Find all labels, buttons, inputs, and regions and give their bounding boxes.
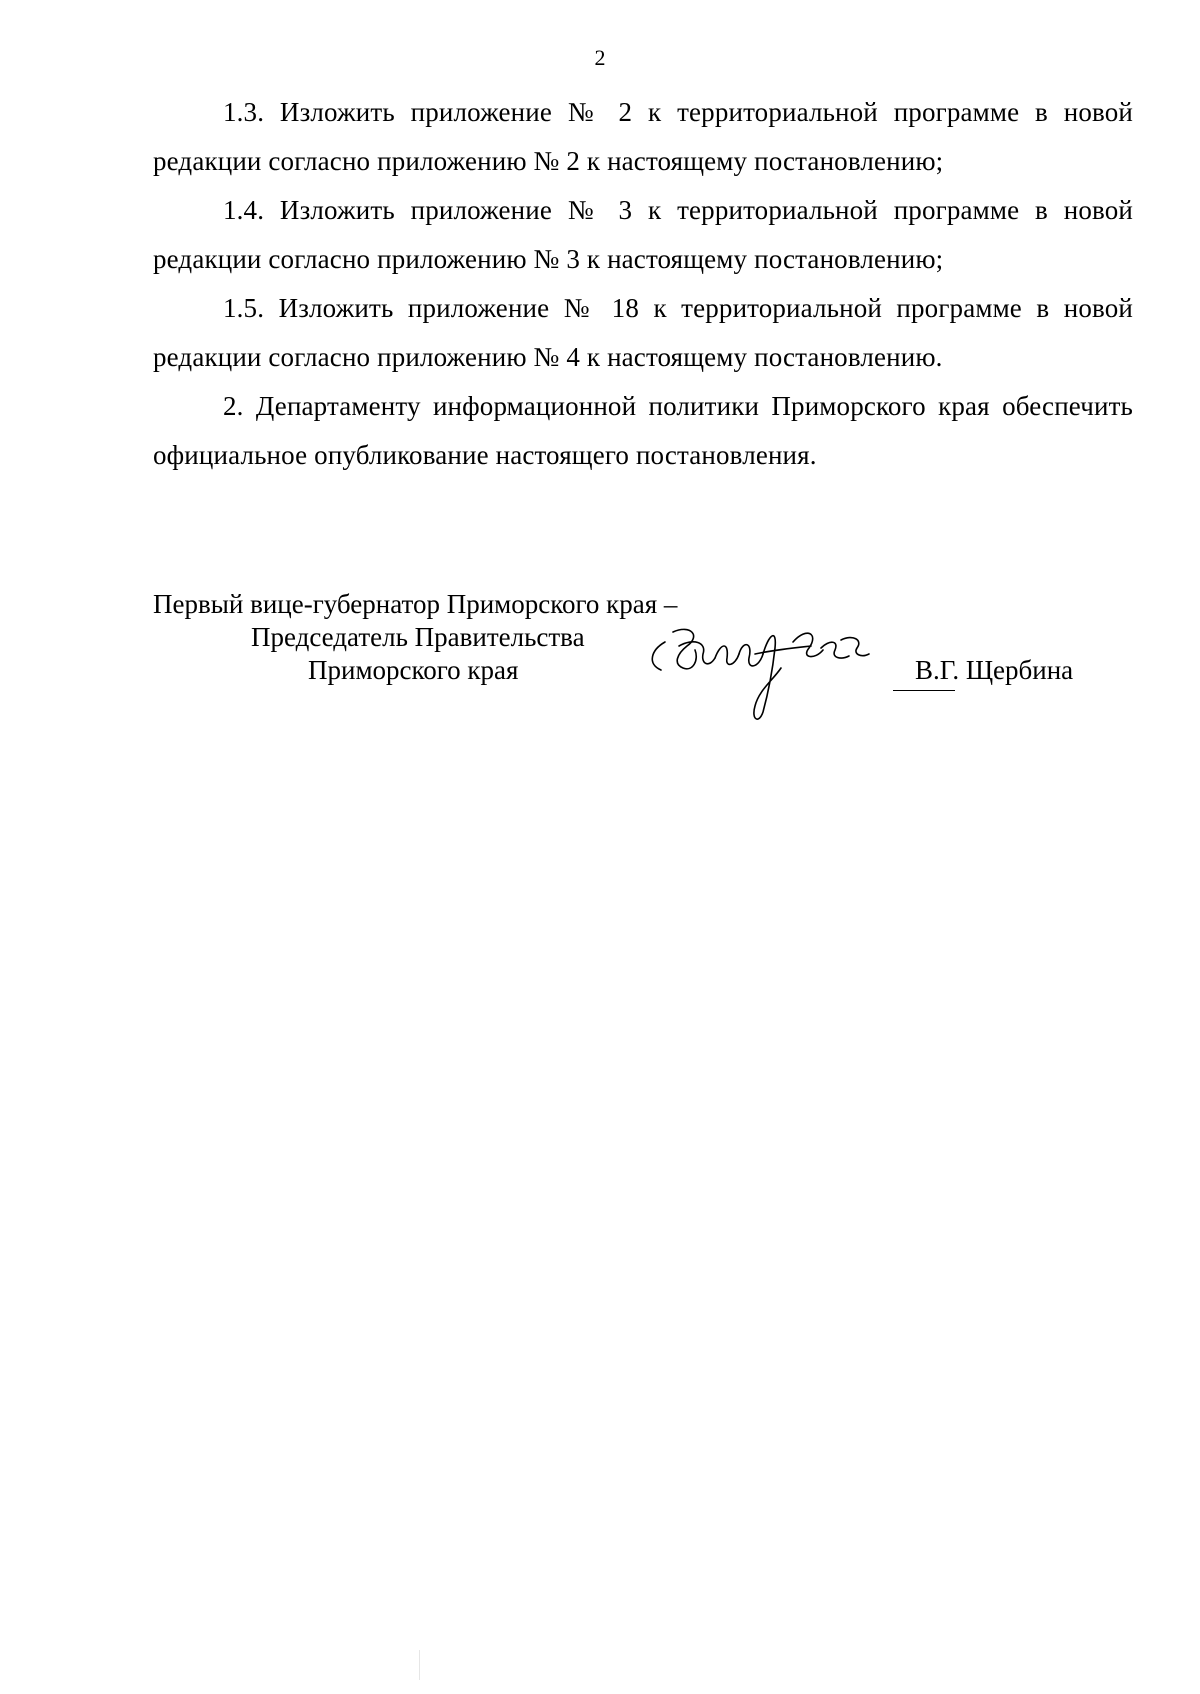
document-body [153,88,1133,480]
page-number: 2 [594,45,606,70]
signer-name: В.Г. Щербина [915,655,1074,685]
signer-position-line-1: Первый вице-губернатор Приморского края – [153,589,678,619]
signature-block [153,588,1133,728]
handwritten-signature-icon [643,620,883,730]
signature-line [893,690,955,691]
paragraph-1-5: 1.5. Изложить приложение № 18 к территориальной программе в новой редакции согласно приложению № 4 к настоящему постановлению. [153,293,1133,372]
paragraph-1-4: 1.4. Изложить приложение № 3 к территориальной программе в новой редакции согласно приложению № 3 к настоящему постановлению; [153,195,1133,274]
signer-position-line-2: Председатель Правительства [251,622,585,652]
paragraph-2: 2. Департаменту информационной политики Приморского края обеспечить официальное опубликование настоящего постановления. [153,391,1133,470]
paragraph-1-3: 1.3. Изложить приложение № 2 к территориальной программе в новой редакции согласно приложению № 2 к настоящему постановлению; [153,97,1133,176]
scan-artifact [419,1650,420,1680]
signer-position-line-3: Приморского края [308,655,519,685]
